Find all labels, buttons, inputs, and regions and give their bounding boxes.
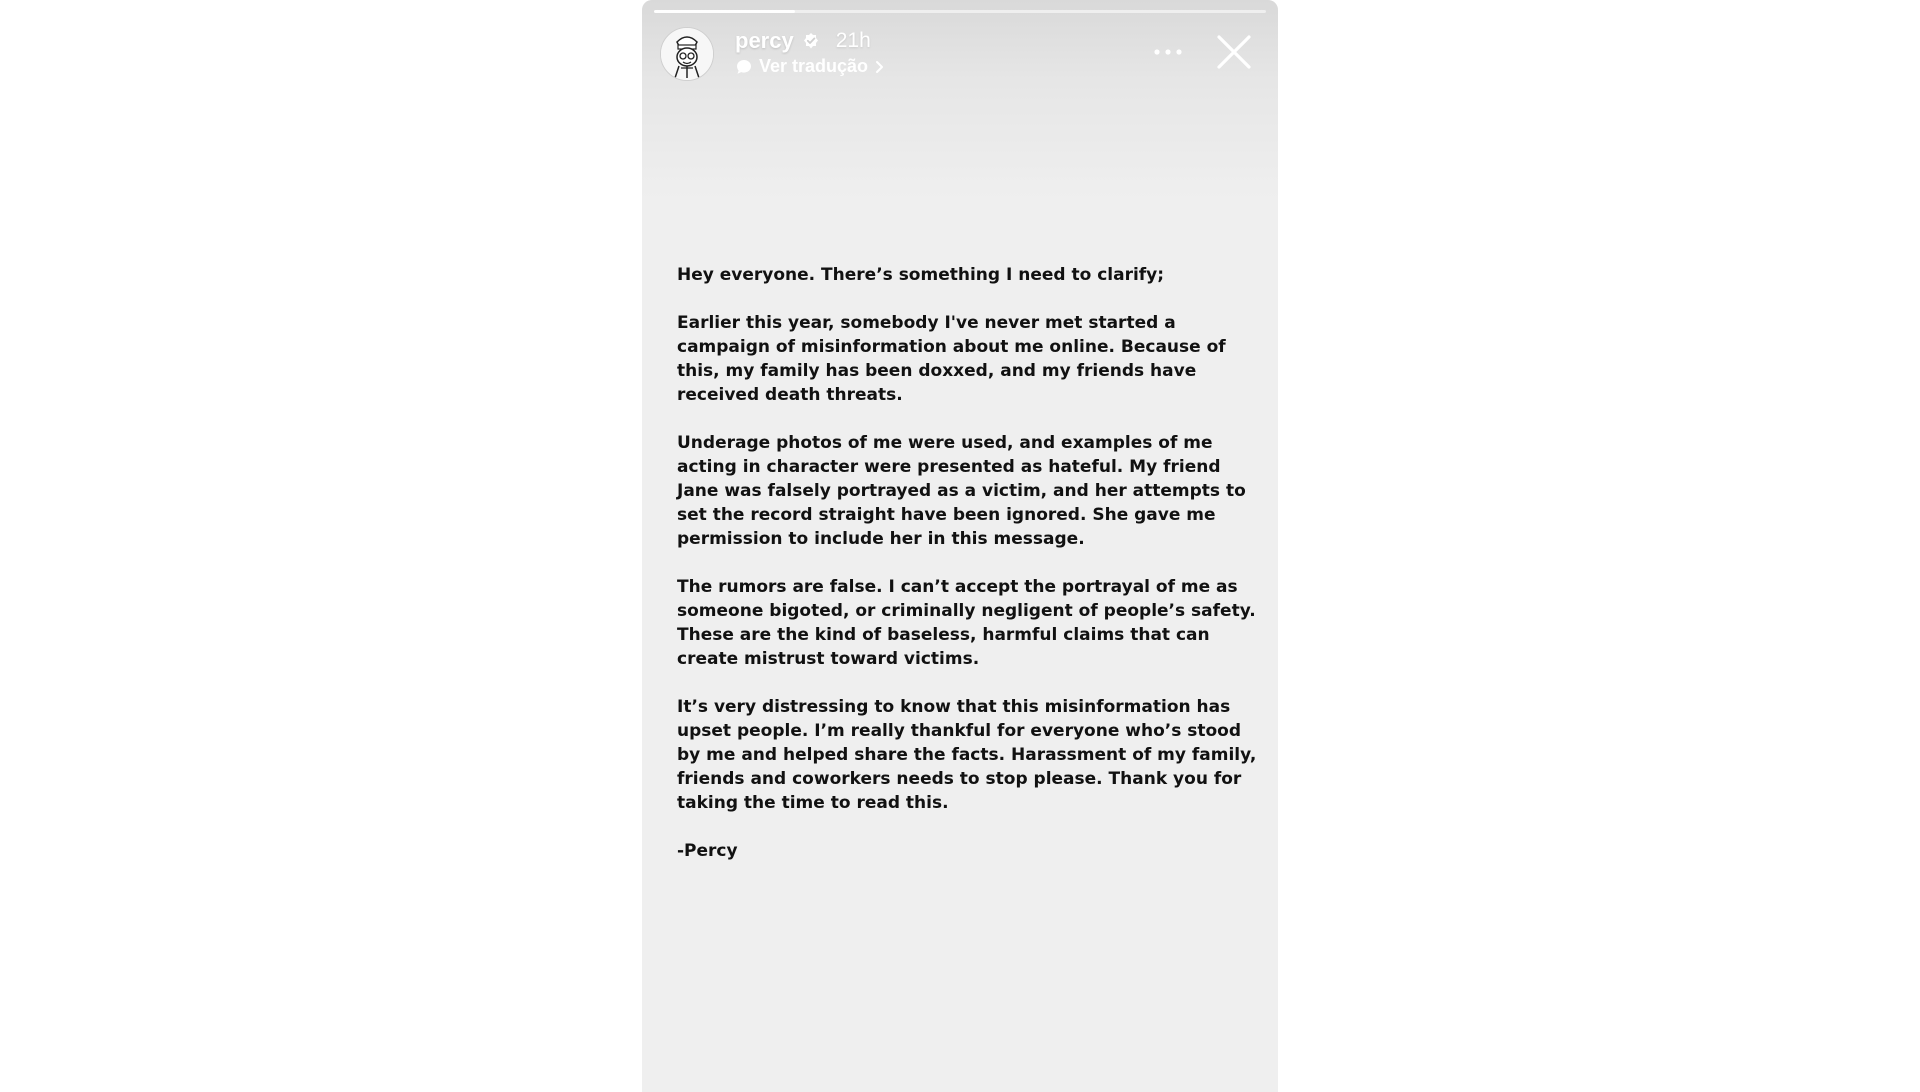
more-horizontal-icon bbox=[1153, 48, 1183, 56]
message-paragraph-3: Underage photos of me were used, and examples of me acting in character were presented as hateful. My friend Jane was falsely portrayed as a victim, and her attempts to set the record straight have been ignored. She gave me permission to include her in this message. bbox=[677, 433, 1246, 549]
story-message bbox=[677, 263, 1257, 887]
see-translation-link[interactable] bbox=[735, 56, 886, 77]
message-paragraph-1: Hey everyone. There’s something I need to clarify; bbox=[677, 265, 1165, 285]
chevron-right-icon bbox=[874, 59, 886, 75]
close-icon bbox=[1214, 32, 1254, 72]
message-paragraph-4: The rumors are false. I can’t accept the portrayal of me as someone bigoted, or criminally negligent of people’s safety. These are the kind of baseless, harmful claims that can create mistrust toward victims. bbox=[677, 577, 1256, 669]
post-time: 21h bbox=[835, 29, 871, 52]
more-options-button[interactable] bbox=[1150, 40, 1186, 64]
avatar-drawing-icon bbox=[661, 28, 713, 80]
see-translation-label: Ver tradução bbox=[759, 56, 869, 76]
close-button[interactable] bbox=[1214, 32, 1254, 72]
verified-badge-icon bbox=[802, 32, 820, 50]
story-progress-bar bbox=[654, 10, 1266, 13]
story-header bbox=[660, 24, 1266, 84]
avatar[interactable] bbox=[660, 27, 714, 81]
message-paragraph-5: It’s very distressing to know that this misinformation has upset people. I’m really thankful for everyone who’s stood by me and helped share the facts. Harassment of my family, friends and coworkers needs to stop please. Thank you for taking the time to read this. bbox=[677, 697, 1257, 813]
chat-bubble-icon bbox=[735, 58, 753, 76]
user-row bbox=[735, 28, 871, 54]
username[interactable]: percy bbox=[735, 28, 794, 53]
message-paragraph-2: Earlier this year, somebody I've never met started a campaign of misinformation about me online. Because of this, my family has been doxxed, and my friends have received death threats. bbox=[677, 313, 1226, 405]
story-progress-fill bbox=[654, 10, 795, 13]
story-viewer[interactable] bbox=[642, 0, 1278, 1092]
message-signature: -Percy bbox=[677, 841, 738, 861]
